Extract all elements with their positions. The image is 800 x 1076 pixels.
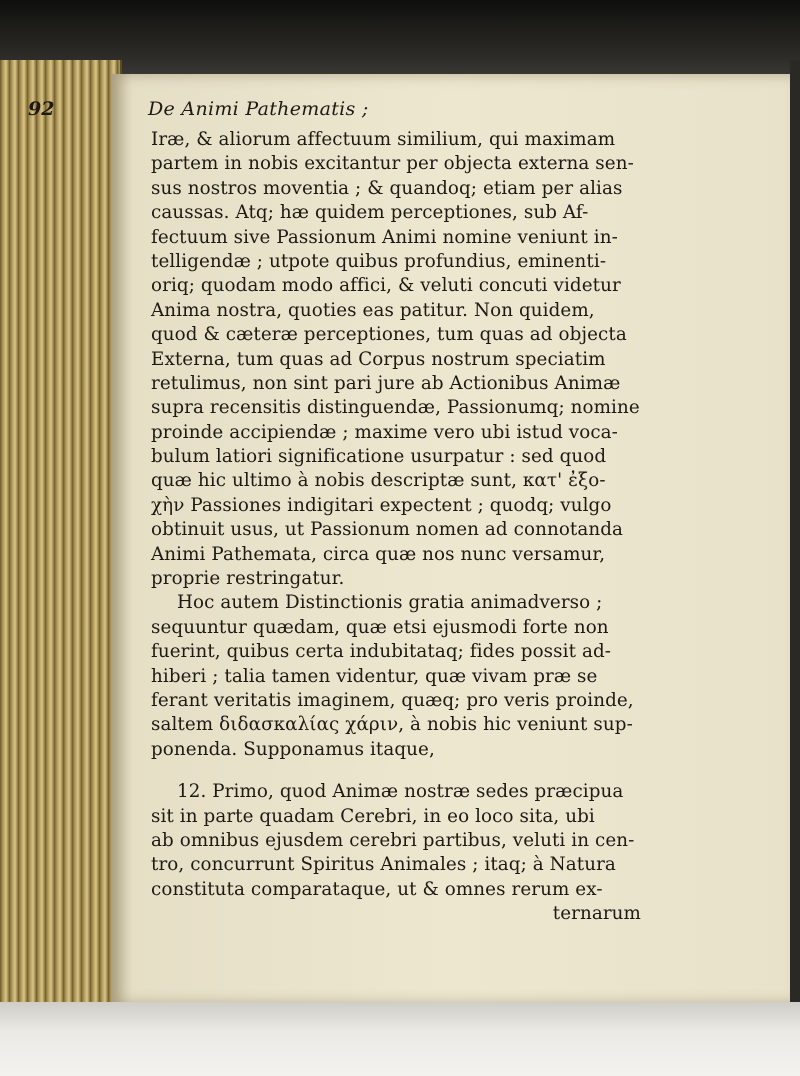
text-line: ab omnibus ejusdem cerebri partibus, veluti in cen- <box>151 829 635 851</box>
text-line: Iræ, & aliorum affectuum similium, qui maximam <box>151 129 616 150</box>
text-line: Externa, tum quas ad Corpus nostrum speciatim <box>151 348 606 370</box>
running-title: De Animi Pathematis ; <box>148 98 369 120</box>
text-line: proinde accipiendæ ; maxime vero ubi istud voca- <box>151 421 618 443</box>
text-line: χὴν Passiones indigitari expectent ; quodq; vulgo <box>151 494 612 516</box>
text-line: oriq; quodam modo affici, & veluti concuti videtur <box>151 275 621 297</box>
text-line: hiberi ; talia tamen videntur, quæ vivam præ se <box>151 665 598 687</box>
text-line: quæ hic ultimo à nobis descriptæ sunt, κατ' ἐξο- <box>151 470 606 492</box>
text-line: Hoc autem Distinctionis gratia animadverso ; <box>177 592 603 614</box>
body-text <box>151 128 681 927</box>
text-line: sus nostros moventia ; & quandoq; etiam per alias <box>151 177 623 199</box>
text-line: caussas. Atq; hæ quidem perceptiones, sub Af- <box>151 202 589 224</box>
text-line: fectuum sive Passionum Animi nomine veniunt in- <box>151 226 618 248</box>
text-line: obtinuit usus, ut Passionum nomen ad connotanda <box>151 519 624 541</box>
text-line: telligendæ ; utpote quibus profundius, eminenti- <box>151 250 607 272</box>
scan-background-bottom <box>0 1002 800 1076</box>
text-line: Animi Pathemata, circa quæ nos nunc versamur, <box>151 543 606 565</box>
page-number: 92 <box>28 98 55 120</box>
running-header <box>28 98 796 128</box>
text-line: 12. Primo, quod Animæ nostræ sedes præcipua <box>177 781 624 803</box>
page-edge-shadow <box>790 60 800 1010</box>
text-line: partem in nobis excitantur per objecta externa sen- <box>151 153 634 175</box>
text-line: sit in parte quadam Cerebri, in eo loco sita, ubi <box>151 805 595 827</box>
text-line: tro, concurrunt Spiritus Animales ; itaq; à Natura <box>151 854 616 876</box>
text-line: sequuntur quædam, quæ etsi ejusmodi forte non <box>151 616 609 638</box>
text-line: ferant veritatis imaginem, quæq; pro veris proinde, <box>151 689 634 711</box>
text-line: Anima nostra, quoties eas patitur. Non quidem, <box>151 299 595 321</box>
text-line: retulimus, non sint pari jure ab Actionibus Animæ <box>151 372 621 394</box>
text-line: constituta comparataque, ut & omnes rerum ex- <box>151 878 603 900</box>
text-line: proprie restringatur. <box>151 568 345 590</box>
text-line: ponenda. Supponamus itaque, <box>151 738 435 760</box>
text-line: saltem διδασκαλίας χάριν, à nobis hic veniunt sup- <box>151 714 633 736</box>
text-line: quod & cæteræ perceptiones, tum quas ad objecta <box>151 324 627 346</box>
text-line: bulum latiori significatione usurpatur : sed quod <box>151 446 607 468</box>
book-spine <box>0 60 122 1010</box>
text-line: fuerint, quibus certa indubitataq; fides possit ad- <box>151 641 612 663</box>
catchword: ternarum <box>552 903 641 925</box>
text-line: supra recensitis distinguendæ, Passionumq; nomine <box>151 397 640 419</box>
page-text-block <box>28 98 796 925</box>
